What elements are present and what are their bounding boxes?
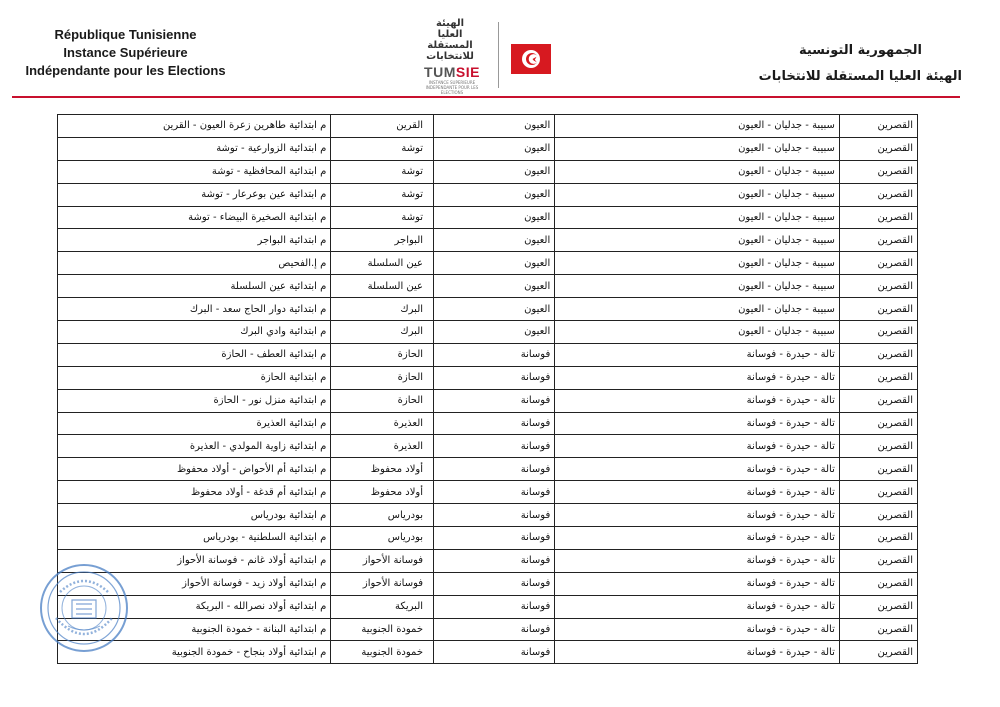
governorate-cell: القصرين [839, 504, 917, 527]
table-row [58, 389, 918, 412]
governorate-cell: القصرين [839, 549, 917, 572]
delegation-cell: العيون [434, 183, 555, 206]
table-row [58, 504, 918, 527]
governorate-cell: القصرين [839, 321, 917, 344]
delegation-cell: العيون [434, 115, 555, 138]
french-letterhead [18, 26, 233, 80]
governorate-cell: القصرين [839, 618, 917, 641]
table-row [58, 549, 918, 572]
logo-divider [498, 22, 499, 88]
school-cell: م ابتدائية العطف - الحازة [58, 343, 331, 366]
governorate-cell: القصرين [839, 412, 917, 435]
delegation-cell: فوسانة [434, 366, 555, 389]
circonscription-cell: تالة - حيدرة - فوسانة [555, 412, 840, 435]
locality-cell: أولاد محفوظ [331, 481, 434, 504]
locality-cell: الحازة [331, 366, 434, 389]
locality-cell: القرين [331, 115, 434, 138]
school-cell: م ابتدائية عين بوعرعار - توشة [58, 183, 331, 206]
locality-cell: عين السلسلة [331, 275, 434, 298]
governorate-cell: القصرين [839, 366, 917, 389]
school-cell: م ابتدائية السلطنية - بودرياس [58, 527, 331, 550]
locality-cell: توشة [331, 160, 434, 183]
locality-cell: فوسانة الأحواز [331, 572, 434, 595]
table-row [58, 458, 918, 481]
school-cell: م ابتدائية منزل نور - الحازة [58, 389, 331, 412]
governorate-cell: القصرين [839, 183, 917, 206]
circonscription-cell: سبيبة - جدليان - العيون [555, 275, 840, 298]
circonscription-cell: تالة - حيدرة - فوسانة [555, 458, 840, 481]
circonscription-cell: تالة - حيدرة - فوسانة [555, 618, 840, 641]
delegation-cell: فوسانة [434, 618, 555, 641]
table-row [58, 183, 918, 206]
governorate-cell: القصرين [839, 160, 917, 183]
circonscription-cell: تالة - حيدرة - فوسانة [555, 504, 840, 527]
governorate-cell: القصرين [839, 137, 917, 160]
logo-ar-line-4: للانتخابات [426, 51, 474, 62]
page-header [0, 0, 1000, 100]
logo-sie: SIE [455, 64, 480, 80]
header-divider [12, 96, 960, 98]
circonscription-cell: سبيبة - جدليان - العيون [555, 206, 840, 229]
governorate-cell: القصرين [839, 481, 917, 504]
table-row [58, 115, 918, 138]
governorate-cell: القصرين [839, 641, 917, 664]
table-row [58, 527, 918, 550]
locality-cell: البواجر [331, 229, 434, 252]
locality-cell: خمودة الجنوبية [331, 618, 434, 641]
logo-ar-line-2: العليا [437, 29, 463, 40]
governorate-cell: القصرين [839, 252, 917, 275]
logo-tumsie [414, 64, 490, 80]
locality-cell: بودرياس [331, 504, 434, 527]
table-row [58, 366, 918, 389]
school-cell: م ابتدائية أولاد بنجاح - خمودة الجنوبية [58, 641, 331, 664]
school-cell: م ابتدائية طاهرين زعرة العيون - القرين [58, 115, 331, 138]
school-cell: م ابتدائية العذيرة [58, 412, 331, 435]
table-row [58, 481, 918, 504]
delegation-cell: العيون [434, 252, 555, 275]
school-cell: م ابتدائية دوار الحاج سعد - البرك [58, 298, 331, 321]
delegation-cell: فوسانة [434, 527, 555, 550]
circonscription-cell: تالة - حيدرة - فوسانة [555, 481, 840, 504]
ar-instance-line: الهيئة العليا المستقلة للانتخابات [758, 69, 962, 84]
circonscription-cell: تالة - حيدرة - فوسانة [555, 549, 840, 572]
delegation-cell: فوسانة [434, 549, 555, 572]
table-row [58, 618, 918, 641]
locality-cell: البرك [331, 321, 434, 344]
circonscription-cell: سبيبة - جدليان - العيون [555, 298, 840, 321]
school-cell: م ابتدائية أم قدغة - أولاد محفوظ [58, 481, 331, 504]
delegation-cell: فوسانة [434, 389, 555, 412]
logo-tum: TUM [424, 64, 456, 80]
official-stamp [38, 562, 130, 654]
circonscription-cell: تالة - حيدرة - فوسانة [555, 389, 840, 412]
governorate-cell: القصرين [839, 343, 917, 366]
circonscription-cell: تالة - حيدرة - فوسانة [555, 366, 840, 389]
delegation-cell: فوسانة [434, 641, 555, 664]
locality-cell: أولاد محفوظ [331, 458, 434, 481]
locality-cell: فوسانة الأحواز [331, 549, 434, 572]
school-cell: م ابتدائية أم الأحواض - أولاد محفوظ [58, 458, 331, 481]
logo-ar-line-3: المستقلة [427, 40, 473, 51]
delegation-cell: العيون [434, 275, 555, 298]
table-row [58, 160, 918, 183]
locality-cell: توشة [331, 183, 434, 206]
locality-cell: توشة [331, 206, 434, 229]
circonscription-cell: سبيبة - جدليان - العيون [555, 252, 840, 275]
locality-cell: بودرياس [331, 527, 434, 550]
table-row [58, 275, 918, 298]
school-cell: م ابتدائية أولاد نصرالله - البريكة [58, 595, 331, 618]
school-cell: م ابتدائية الحازة [58, 366, 331, 389]
school-cell: م ابتدائية بودرياس [58, 504, 331, 527]
delegation-cell: فوسانة [434, 572, 555, 595]
locality-cell: البريكة [331, 595, 434, 618]
governorate-cell: القصرين [839, 206, 917, 229]
school-cell: م ابتدائية عين السلسلة [58, 275, 331, 298]
logo-arabic-text [410, 18, 490, 62]
table-row [58, 137, 918, 160]
delegation-cell: العيون [434, 206, 555, 229]
table-row [58, 641, 918, 664]
table-row [58, 572, 918, 595]
governorate-cell: القصرين [839, 458, 917, 481]
governorate-cell: القصرين [839, 595, 917, 618]
fr-republic-line: République Tunisienne [54, 27, 197, 42]
logo-ar-line-1: الهيئة [435, 18, 464, 29]
governorate-cell: القصرين [839, 389, 917, 412]
school-cell: م ابتدائية أولاد غانم - فوسانة الأحواز [58, 549, 331, 572]
circonscription-cell: سبيبة - جدليان - العيون [555, 115, 840, 138]
delegation-cell: العيون [434, 298, 555, 321]
circonscription-cell: تالة - حيدرة - فوسانة [555, 572, 840, 595]
circonscription-cell: سبيبة - جدليان - العيون [555, 321, 840, 344]
locality-cell: البرك [331, 298, 434, 321]
delegation-cell: فوسانة [434, 481, 555, 504]
locality-cell: توشة [331, 137, 434, 160]
circonscription-cell: تالة - حيدرة - فوسانة [555, 527, 840, 550]
circonscription-cell: تالة - حيدرة - فوسانة [555, 641, 840, 664]
polling-stations-table [57, 114, 918, 664]
school-cell: م ابتدائية المحافظية - توشة [58, 160, 331, 183]
table-row [58, 298, 918, 321]
governorate-cell: القصرين [839, 275, 917, 298]
school-cell: م ابتدائية البواجر [58, 229, 331, 252]
circonscription-cell: سبيبة - جدليان - العيون [555, 160, 840, 183]
delegation-cell: فوسانة [434, 412, 555, 435]
governorate-cell: القصرين [839, 115, 917, 138]
fr-instance-line: Instance Supérieure [63, 45, 188, 60]
table-body [58, 115, 918, 664]
school-cell: م ابتدائية زاوية المولدي - العذيرة [58, 435, 331, 458]
fr-elections-line: Indépendante pour les Elections [25, 63, 226, 78]
locality-cell: عين السلسلة [331, 252, 434, 275]
governorate-cell: القصرين [839, 229, 917, 252]
locality-cell: خمودة الجنوبية [331, 641, 434, 664]
table-row [58, 412, 918, 435]
circonscription-cell: سبيبة - جدليان - العيون [555, 229, 840, 252]
school-cell: م ابتدائية الزوارعية - توشة [58, 137, 331, 160]
delegation-cell: العيون [434, 229, 555, 252]
locality-cell: العذيرة [331, 412, 434, 435]
table-row [58, 435, 918, 458]
arabic-letterhead [702, 38, 962, 90]
delegation-cell: فوسانة [434, 595, 555, 618]
school-cell: م ابتدائية الصخيرة البيضاء - توشة [58, 206, 331, 229]
circonscription-cell: تالة - حيدرة - فوسانة [555, 435, 840, 458]
ar-republic-line: الجمهورية التونسية [798, 43, 922, 58]
table-row [58, 321, 918, 344]
isie-logo [410, 14, 570, 94]
table-row [58, 229, 918, 252]
delegation-cell: العيون [434, 321, 555, 344]
delegation-cell: العيون [434, 160, 555, 183]
school-cell: م ابتدائية البنانة - خمودة الجنوبية [58, 618, 331, 641]
locality-cell: الحازة [331, 343, 434, 366]
governorate-cell: القصرين [839, 527, 917, 550]
school-cell: م ابتدائية أولاد زيد - فوسانة الأحواز [58, 572, 331, 595]
governorate-cell: القصرين [839, 298, 917, 321]
delegation-cell: فوسانة [434, 435, 555, 458]
table-row [58, 595, 918, 618]
governorate-cell: القصرين [839, 435, 917, 458]
circonscription-cell: تالة - حيدرة - فوسانة [555, 343, 840, 366]
logo-small-text: INSTANCE SUPERIEURE INDEPENDANTE POUR LES ELECTIONS [425, 80, 479, 95]
table-row [58, 252, 918, 275]
tunisia-flag-icon [508, 36, 554, 82]
circonscription-cell: سبيبة - جدليان - العيون [555, 183, 840, 206]
delegation-cell: فوسانة [434, 343, 555, 366]
circonscription-cell: تالة - حيدرة - فوسانة [555, 595, 840, 618]
locality-cell: العذيرة [331, 435, 434, 458]
locality-cell: الحازة [331, 389, 434, 412]
table-row [58, 206, 918, 229]
delegation-cell: فوسانة [434, 504, 555, 527]
school-cell: م ابتدائية وادي البرك [58, 321, 331, 344]
table-row [58, 343, 918, 366]
school-cell: م إ.الفحيص [58, 252, 331, 275]
delegation-cell: العيون [434, 137, 555, 160]
circonscription-cell: سبيبة - جدليان - العيون [555, 137, 840, 160]
governorate-cell: القصرين [839, 572, 917, 595]
delegation-cell: فوسانة [434, 458, 555, 481]
